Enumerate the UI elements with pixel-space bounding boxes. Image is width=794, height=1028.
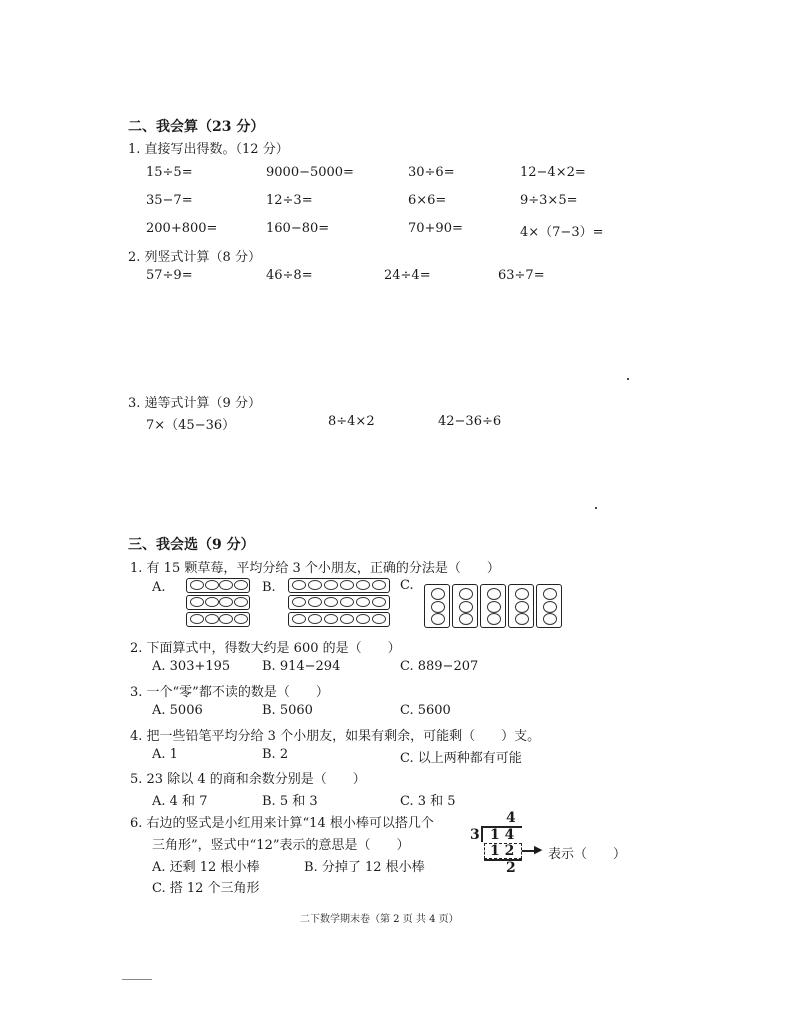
option: B. 2 <box>262 747 289 762</box>
arrow-label: 表示（ ） <box>548 847 627 862</box>
calc-item: 4×（7−3）= <box>520 225 604 240</box>
strawberry-icon <box>308 597 322 607</box>
strawberry-icon <box>308 614 322 624</box>
option: C. 5600 <box>400 703 451 718</box>
calc-item: 6×6= <box>408 193 447 208</box>
step-calc-item: 8÷4×2 <box>328 414 375 429</box>
page-footer: 二下数学期末卷（第 2 页 共 4 页） <box>300 914 459 925</box>
strawberry-icon <box>205 597 219 607</box>
strawberry-icon <box>459 613 473 625</box>
strawberry-icon <box>372 614 386 624</box>
strawberry-box <box>508 584 534 628</box>
option: A. 303+195 <box>152 659 231 674</box>
calc-item: 15÷5= <box>146 165 193 180</box>
strawberry-box <box>186 578 250 593</box>
strawberry-icon <box>340 580 354 590</box>
strawberry-icon <box>234 597 248 607</box>
strawberry-icon <box>308 580 322 590</box>
division-dividend: 1 4 <box>490 827 515 843</box>
q2-1-title: 1. 直接写出得数。（12 分） <box>128 142 289 157</box>
strawberry-box <box>452 584 478 628</box>
calc-item: 30÷6= <box>408 165 455 180</box>
scan-speck <box>595 507 597 509</box>
strawberry-icon <box>190 597 204 607</box>
strawberry-icon <box>324 597 338 607</box>
strawberry-box <box>288 595 390 610</box>
q3-6-stem-line1: 6. 右边的竖式是小红用来计算“14 根小棒可以搭几个 <box>130 816 434 831</box>
division-remainder: 2 <box>506 860 516 876</box>
strawberry-icon <box>205 614 219 624</box>
vertical-calc-item: 46÷8= <box>266 268 313 283</box>
strawberry-icon <box>487 613 501 625</box>
section3-title: 三、我会选（9 分） <box>128 537 255 553</box>
strawberry-icon <box>324 614 338 624</box>
strawberry-icon <box>205 580 219 590</box>
strawberry-icon <box>543 601 557 613</box>
option: B. 914−294 <box>262 659 341 674</box>
calc-item: 35−7= <box>146 193 193 208</box>
strawberry-icon <box>543 613 557 625</box>
option: A. 4 和 7 <box>152 794 208 809</box>
calc-item: 9÷3×5= <box>520 193 578 208</box>
strawberry-box <box>288 612 390 627</box>
division-bracket <box>481 826 483 842</box>
option: B. 5060 <box>262 703 313 718</box>
division-quotient: 4 <box>506 810 516 826</box>
strawberry-icon <box>234 580 248 590</box>
vertical-calc-item: 63÷7= <box>498 268 545 283</box>
calc-item: 12÷3= <box>266 193 313 208</box>
strawberry-icon <box>431 588 445 600</box>
strawberry-icon <box>431 613 445 625</box>
option-a-label: A. <box>152 580 166 595</box>
strawberry-icon <box>292 597 306 607</box>
strawberry-box <box>536 584 562 628</box>
strawberry-box <box>480 584 506 628</box>
division-product: 1 2 <box>490 843 515 859</box>
q3-6-stem-line2: 三角形”，竖式中“12”表示的意思是（ ） <box>152 838 410 853</box>
strawberry-icon <box>234 614 248 624</box>
step-calc-item: 7×（45−36） <box>146 418 236 433</box>
q3-2-stem: 2. 下面算式中，得数大约是 600 的是（ ） <box>130 641 401 656</box>
strawberry-icon <box>340 597 354 607</box>
strawberry-icon <box>487 588 501 600</box>
strawberry-icon <box>219 580 233 590</box>
strawberry-icon <box>431 601 445 613</box>
division-subtract-line <box>484 859 522 861</box>
strawberry-icon <box>459 588 473 600</box>
strawberry-icon <box>219 614 233 624</box>
q2-2-title: 2. 列竖式计算（8 分） <box>128 250 261 265</box>
strawberry-icon <box>190 580 204 590</box>
option: C. 889−207 <box>400 659 479 674</box>
strawberry-box <box>186 612 250 627</box>
scan-speck <box>122 979 152 980</box>
strawberry-box <box>186 595 250 610</box>
arrow-head-icon: ▶ <box>534 843 543 856</box>
option-c-label: C. <box>400 578 414 593</box>
strawberry-icon <box>356 597 370 607</box>
option: A. 5006 <box>152 703 203 718</box>
vertical-calc-item: 24÷4= <box>384 268 431 283</box>
strawberry-icon <box>487 601 501 613</box>
calc-item: 12−4×2= <box>520 165 586 180</box>
q3-3-stem: 3. 一个“零”都不读的数是（ ） <box>130 685 329 700</box>
strawberry-icon <box>356 614 370 624</box>
option-b-label: B. <box>262 580 276 595</box>
calc-item: 9000−5000= <box>266 165 354 180</box>
q3-4-stem: 4. 把一些铅笔平均分给 3 个小朋友，如果有剩余，可能剩（ ）支。 <box>130 729 541 744</box>
section2-title: 二、我会算（23 分） <box>128 119 265 135</box>
strawberry-icon <box>372 580 386 590</box>
strawberry-icon <box>219 597 233 607</box>
q3-1-stem: 1. 有 15 颗草莓，平均分给 3 个小朋友，正确的分法是（ ） <box>130 561 500 576</box>
strawberry-icon <box>190 614 204 624</box>
scan-speck <box>627 378 629 380</box>
q3-5-stem: 5. 23 除以 4 的商和余数分别是（ ） <box>130 772 366 787</box>
option: A. 还剩 12 根小棒 <box>152 860 260 875</box>
option: C. 3 和 5 <box>400 794 456 809</box>
option: A. 1 <box>152 747 178 762</box>
strawberry-icon <box>324 580 338 590</box>
strawberry-icon <box>292 580 306 590</box>
strawberry-icon <box>340 614 354 624</box>
strawberry-icon <box>372 597 386 607</box>
strawberry-box <box>288 578 390 593</box>
strawberry-icon <box>459 601 473 613</box>
strawberry-icon <box>356 580 370 590</box>
strawberry-icon <box>292 614 306 624</box>
option: B. 5 和 3 <box>262 794 318 809</box>
strawberry-icon <box>515 601 529 613</box>
division-divisor: 3 <box>470 827 480 843</box>
vertical-calc-item: 57÷9= <box>146 268 193 283</box>
strawberry-icon <box>515 613 529 625</box>
q2-3-title: 3. 递等式计算（9 分） <box>128 396 261 411</box>
option: C. 搭 12 个三角形 <box>152 881 260 896</box>
calc-item: 200+800= <box>146 221 218 236</box>
strawberry-icon <box>515 588 529 600</box>
calc-item: 70+90= <box>408 221 463 236</box>
option: C. 以上两种都有可能 <box>400 751 522 766</box>
option: B. 分掉了 12 根小棒 <box>304 860 425 875</box>
calc-item: 160−80= <box>266 221 330 236</box>
step-calc-item: 42−36÷6 <box>438 414 502 429</box>
strawberry-icon <box>543 588 557 600</box>
strawberry-box <box>424 584 450 628</box>
